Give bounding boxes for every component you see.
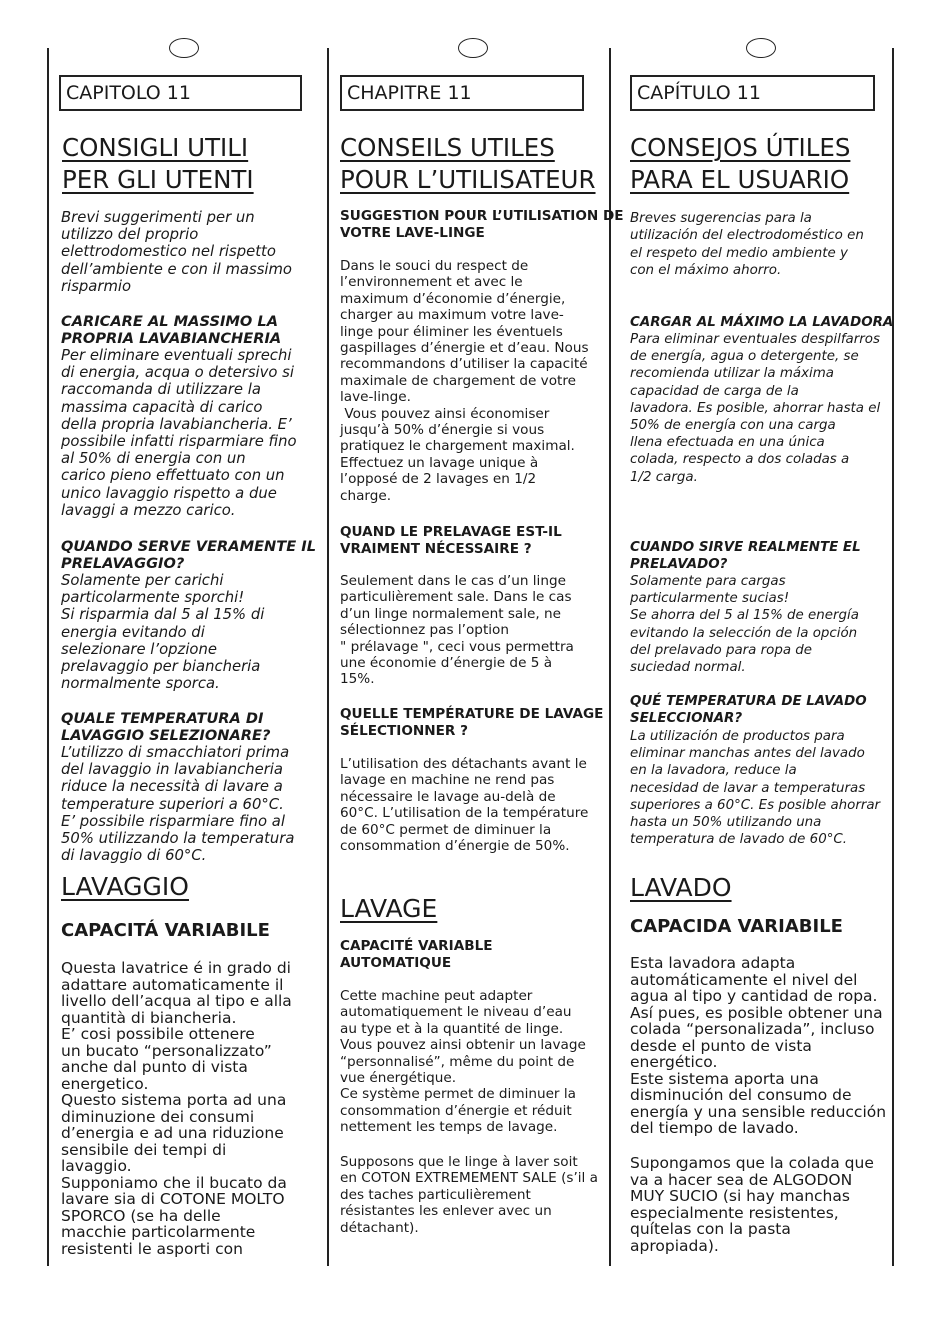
- intro-paragraph: Breves sugerencias para la utilización del electrodoméstico en el respeto del medio ambiente y con el máximo ahorro.: [630, 211, 864, 279]
- paragraph-temperature: La utilización de productos para eliminar manchas antes del lavado en la lavadora, reduce la necesidad de lavar a temperaturas superiores a 60°C. Es posible ahorrar hasta un 50% utilizando una temperatura de lavado de 60°C.: [630, 729, 881, 848]
- chapter-header: CAPITOLO 11: [59, 75, 302, 111]
- heading-max-load: CARICARE AL MASSIMO LA PROPRIA LAVABIANCHERIA: [61, 313, 282, 348]
- heading-max-load: CARGAR AL MÁXIMO LA LAVADORA: [630, 315, 894, 330]
- paragraph-variable-capacity: Cette machine peut adapter automatiquement le niveau d’eau au type et à la quantité de linge. Vous pouvez ainsi obtenir un lavage “personnalisé”, même du point de vue énergétique. Ce système permet de diminuer la consommation d’énergie et réduit nettement les temps de lavage.: [340, 988, 586, 1136]
- intro-paragraph: Brevi suggerimenti per un utilizzo del proprio elettrodomestico nel rispetto dell’ambiente e con il massimo risparmio: [61, 209, 292, 295]
- heading-suggestion: SUGGESTION POUR L’UTILISATION DE VOTRE LAVE-LINGE: [340, 208, 624, 242]
- column-rule-right: [892, 48, 894, 1266]
- language-flag-icon: [458, 38, 488, 58]
- subsection-heading: CAPACITÁ VARIABILE: [61, 920, 270, 941]
- paragraph-variable-capacity: Questa lavatrice é in grado di adattare automaticamente il livello dell’acqua al tipo e alla quantità di biancheria. E’ cosi possibile ottenere un bucato “personalizzato” anche dal punto di vista energetico. Questo sistema porta ad una diminuzione dei consumi d’energia e ad una riduzione sensibile dei tempi di lavaggio. Supponiamo che il bucato da lavare sia di COTONE MOLTO SPORCO (se ha delle macchie particolarmente resistenti le asporti con: [61, 959, 292, 1258]
- section-title: CONSEILS UTILES: [340, 133, 555, 162]
- paragraph-max-load: Dans le souci du respect de l’environnement et avec le maximum d’économie d’énergie, charger au maximum votre lave- linge pour éliminer les éventuels gaspillages d’énergie et d’eau. Nous recommandons d’utiliser la capacité maximale de chargement de votre lave-linge. Vous pouvez ainsi économiser jusqu’à 50% d’énergie si vous pratiquez le chargement maximal. Effectuez un lavage unique à l’opposé de 2 lavages en 1/2 charge.: [340, 258, 589, 504]
- paragraph-prewash: Solamente per carichi particolarmente sporchi! Si risparmia dal 5 al 15% di energia evitando di selezionare l’opzione prelavaggio per biancheria normalmente sporca.: [61, 572, 265, 693]
- paragraph-variable-capacity: Esta lavadora adapta automáticamente el nivel del agua al tipo y cantidad de ropa. Así pues, es posible obtener una colada “personalizada”, incluso desde el punto de vista energético. Este sistema aporta una disminución del consumo de energía y una sensible reducción del tiempo de lavado.: [630, 954, 887, 1137]
- column-rule-left: [47, 48, 49, 1266]
- section-title-line2: PER GLI UTENTI: [62, 165, 254, 194]
- language-flag-icon: [746, 38, 776, 58]
- paragraph-cotton-example: Supposons que le linge à laver soit en COTON EXTREMEMENT SALE (s’il a des taches particulièrement résistantes les enlever avec un détachant).: [340, 1154, 598, 1236]
- column-rule-1: [327, 48, 329, 1266]
- heading-temperature: QUALE TEMPERATURA DI LAVAGGIO SELEZIONARE?: [61, 710, 271, 745]
- paragraph-max-load: Para eliminar eventuales despilfarros de energía, agua o detergente, se recomienda utilizar la máxima capacidad de carga de la lavadora. Es posible, ahorrar hasta el 50% de energía con una carga llena efectuada en una única colada, respecto a dos coladas a 1/2 carga.: [630, 332, 881, 485]
- paragraph-cotton-example: Supongamos que la colada que va a hacer sea de ALGODON MUY SUCIO (si hay manchas especialmente resistentes, quítelas con la pasta apropiada).: [630, 1154, 874, 1255]
- paragraph-temperature: L’utilisation des détachants avant le lavage en machine ne rend pas nécessaire le lavage au-delà de 60°C. L’utilisation de la température de 60°C permet de diminuer la consommation d’énergie de 50%.: [340, 756, 589, 855]
- chapter-header: CHAPITRE 11: [340, 75, 584, 111]
- section-heading-wash: LAVADO: [630, 873, 732, 902]
- section-title-line2: POUR L’UTILISATEUR: [340, 165, 596, 194]
- paragraph-max-load: Per eliminare eventuali sprechi di energia, acqua o detersivo si raccomanda di utilizzare la massima capacità di carico della propria lavabiancheria. E’ possibile infatti risparmiare fino al 50% di energia con un carico pieno effettuato con un unico lavaggio rispetto a due lavaggi a mezzo carico.: [61, 347, 297, 519]
- heading-prewash: QUAND LE PRELAVAGE EST-IL VRAIMENT NÉCESSAIRE ?: [340, 524, 562, 558]
- paragraph-prewash: Solamente para cargas particularmente sucias! Se ahorra del 5 al 15% de energía evitando la selección de la opción del prelavado para ropa de suciedad normal.: [630, 574, 859, 676]
- chapter-header: CAPÍTULO 11: [630, 75, 875, 111]
- heading-prewash: CUANDO SIRVE REALMENTE EL PRELAVADO?: [630, 540, 861, 573]
- subsection-heading: CAPACIDA VARIABILE: [630, 916, 843, 937]
- heading-temperature: QUELLE TEMPÉRATURE DE LAVAGE SÉLECTIONNER ?: [340, 706, 604, 740]
- section-heading-wash: LAVAGE: [340, 894, 438, 923]
- section-title: CONSIGLI UTILI: [62, 133, 249, 162]
- paragraph-temperature: L’utilizzo di smacchiatori prima del lavaggio in lavabiancheria riduce la necessità di lavare a temperature superiori a 60°C. E’ possibile risparmiare fino al 50% utilizzando la temperatura di lavaggio di 60°C.: [61, 744, 295, 865]
- language-flag-icon: [169, 38, 199, 58]
- heading-temperature: QUÉ TEMPERATURA DE LAVADO SELECCIONAR?: [630, 694, 867, 727]
- paragraph-prewash: Seulement dans le cas d’un linge particulièrement sale. Dans le cas d’un linge normalement sale, ne sélectionnez pas l’option " prélavage ", ceci vous permettra une économie d’énergie de 5 à 15%.: [340, 573, 574, 688]
- heading-prewash: QUANDO SERVE VERAMENTE IL PRELAVAGGIO?: [61, 538, 317, 573]
- section-title-line2: PARA EL USUARIO: [630, 165, 850, 194]
- subsection-heading: CAPACITÉ VARIABLE AUTOMATIQUE: [340, 938, 493, 972]
- section-title: CONSEJOS ÚTILES: [630, 133, 851, 162]
- section-heading-wash: LAVAGGIO: [61, 872, 189, 901]
